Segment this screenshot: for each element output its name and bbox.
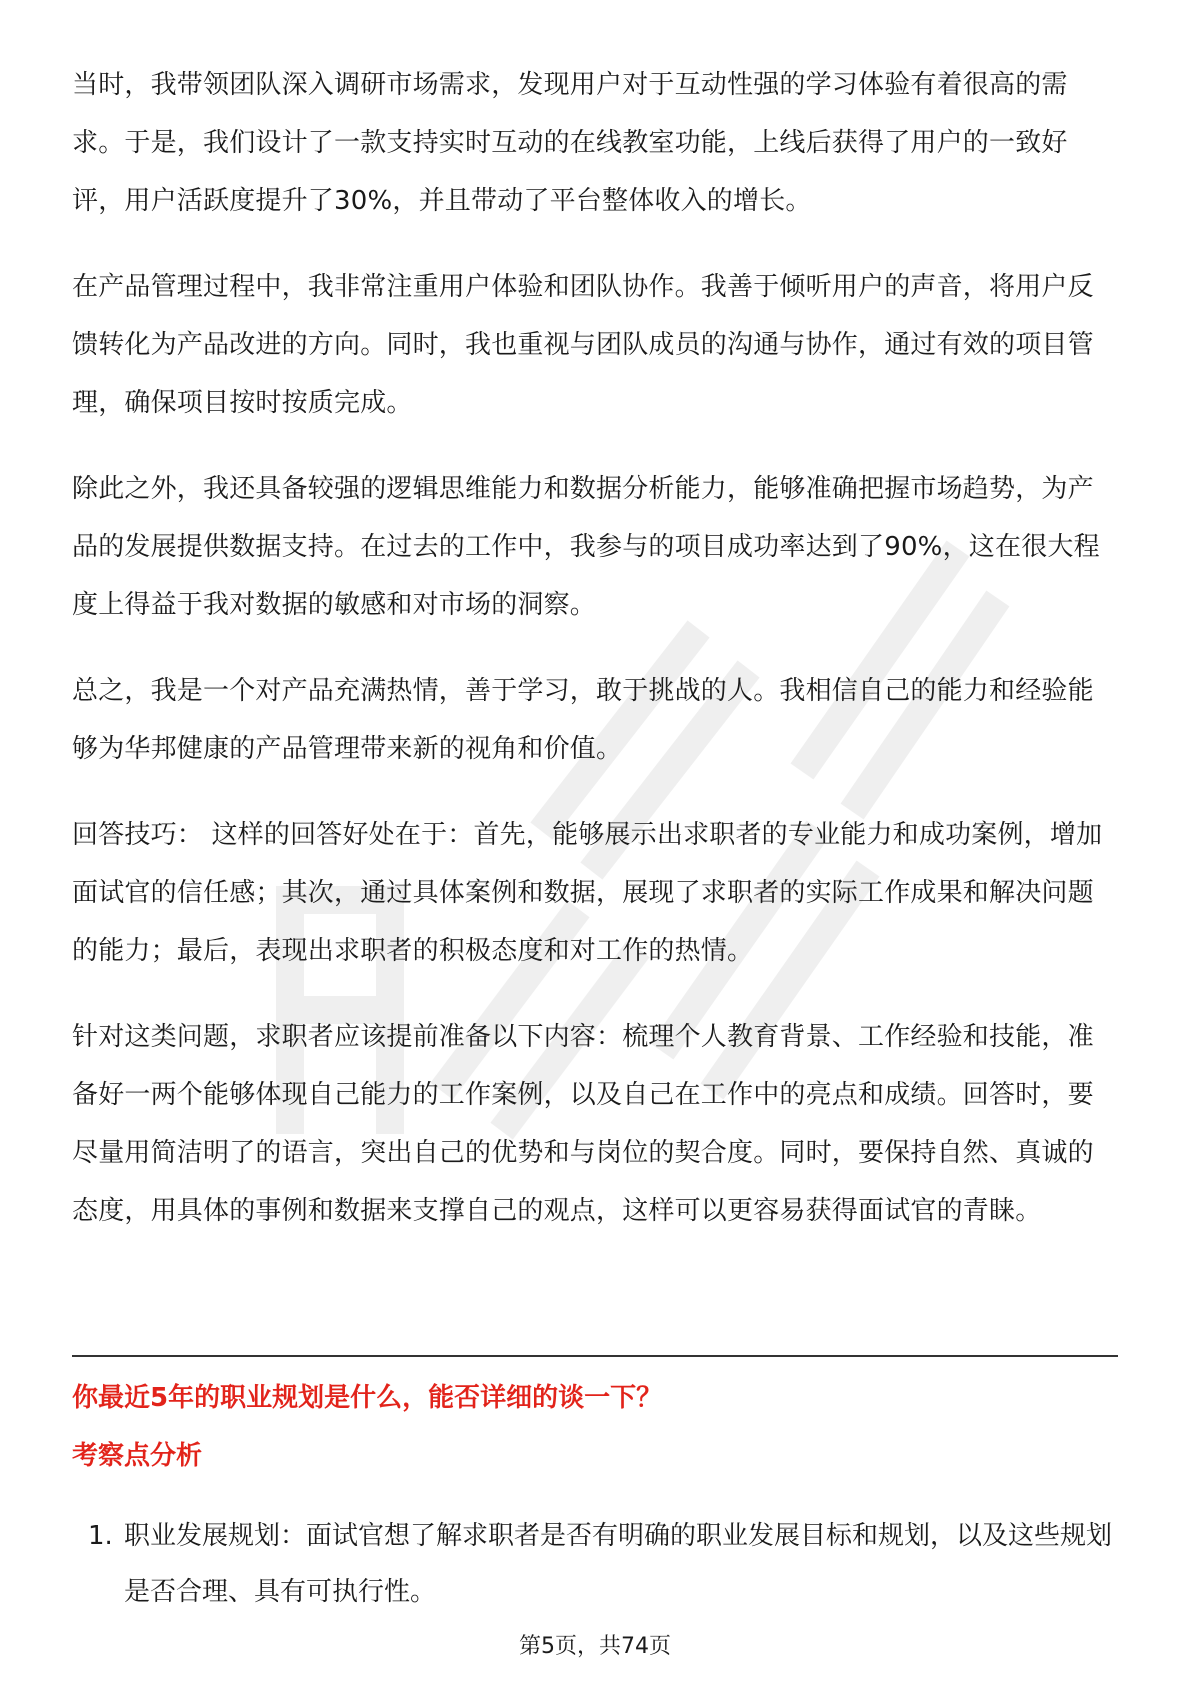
page-footer: 第5页，共74页 — [519, 1634, 671, 1659]
paragraph: 当时，我带领团队深入调研市场需求，发现用户对于互动性强的学习体验有着很高的需求。于是，我们设计了一款支持实时互动的在线教室功能，上线后获得了用户的一致好评，用户活跃度提升了30%，并且带动了平台整体收入的增长。 — [72, 70, 1068, 216]
question-heading: 你最近5年的职业规划是什么，能否详细的谈一下？ — [72, 1383, 663, 1413]
document-body — [72, 56, 1118, 1268]
analysis-list — [72, 1508, 1118, 1620]
paragraph: 除此之外，我还具备较强的逻辑思维能力和数据分析能力，能够准确把握市场趋势，为产品的发展提供数据支持。在过去的工作中，我参与的项目成功率达到了90%，这在很大程度上得益于我对数据的敏感和对市场的洞察。 — [72, 474, 1100, 620]
answer-tips-paragraph: 回答技巧： 这样的回答好处在于：首先，能够展示出求职者的专业能力和成功案例，增加面试官的信任感；其次，通过具体案例和数据，展现了求职者的实际工作成果和解决问题的能力；最后，表现出求职者的积极态度和对工作的热情。 — [72, 820, 1103, 966]
paragraph: 在产品管理过程中，我非常注重用户体验和团队协作。我善于倾听用户的声音，将用户反馈转化为产品改进的方向。同时，我也重视与团队成员的沟通与协作，通过有效的项目管理，确保项目按时按质完成。 — [72, 272, 1094, 418]
list-item — [72, 1508, 1118, 1620]
list-item-text: 职业发展规划：面试官想了解求职者是否有明确的职业发展目标和规划，以及这些规划是否合理、具有可执行性。 — [124, 1521, 1113, 1607]
analysis-heading: 考察点分析 — [72, 1441, 203, 1471]
list-item-number: 1. — [88, 1521, 113, 1551]
paragraph: 总之，我是一个对产品充满热情，善于学习，敢于挑战的人。我相信自己的能力和经验能够为华邦健康的产品管理带来新的视角和价值。 — [72, 676, 1094, 764]
preparation-paragraph: 针对这类问题，求职者应该提前准备以下内容：梳理个人教育背景、工作经验和技能，准备好一两个能够体现自己能力的工作案例，以及自己在工作中的亮点和成绩。回答时，要尽量用简洁明了的语言，突出自己的优势和与岗位的契合度。同时，要保持自然、真诚的态度，用具体的事例和数据来支撑自己的观点，这样可以更容易获得面试官的青睐。 — [72, 1022, 1094, 1226]
section-divider — [72, 1355, 1118, 1357]
